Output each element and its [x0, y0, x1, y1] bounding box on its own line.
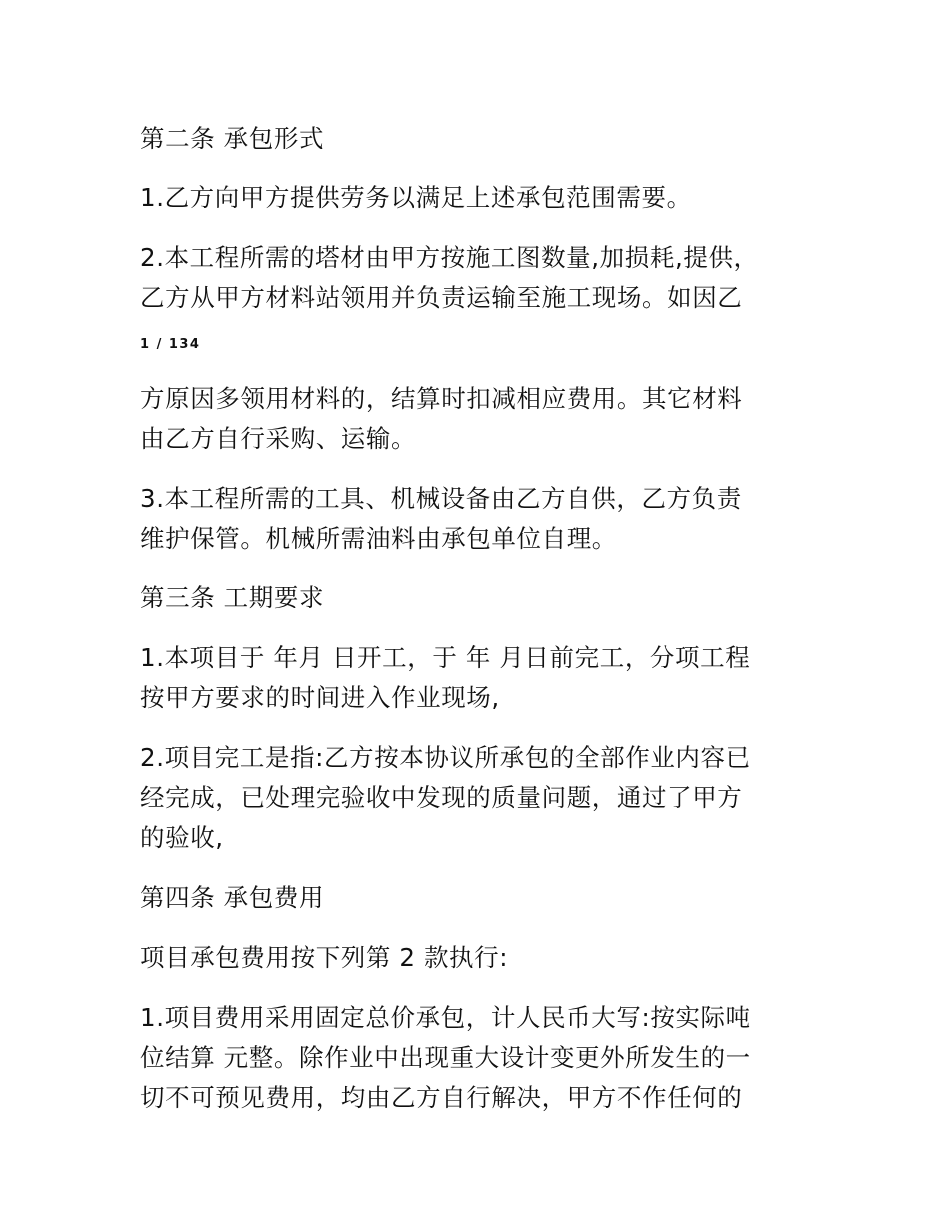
paragraph-line: 经完成，已处理完验收中发现的质量问题，通过了甲方	[140, 783, 743, 812]
paragraph-line: 1.项目费用采用固定总价承包，计人民币大写:按实际吨	[140, 1003, 751, 1032]
paragraph-line: 1.乙方向甲方提供劳务以满足上述承包范围需要。	[140, 183, 692, 212]
paragraph-line: 位结算 元整。除作业中出现重大设计变更外所发生的一	[140, 1043, 751, 1072]
paragraph-line: 方原因多领用材料的，结算时扣减相应费用。其它材料	[140, 384, 743, 413]
paragraph-line: 由乙方自行采购、运输。	[140, 424, 417, 453]
paragraph-line: 2.项目完工是指:乙方按本协议所承包的全部作业内容已	[140, 743, 751, 772]
paragraph-line: 按甲方要求的时间进入作业现场,	[140, 683, 500, 712]
paragraph-line: 项目承包费用按下列第 2 款执行:	[140, 943, 509, 972]
heading-article-2: 第二条 承包形式	[140, 124, 325, 153]
paragraph-line: 维护保管。机械所需油料由承包单位自理。	[140, 524, 617, 553]
page-indicator: 1 / 134	[140, 337, 201, 352]
heading-article-4: 第四条 承包费用	[140, 883, 325, 912]
paragraph-line: 的验收,	[140, 823, 224, 852]
paragraph-line: 乙方从甲方材料站领用并负责运输至施工现场。如因乙	[140, 283, 743, 312]
paragraph-line: 3.本工程所需的工具、机械设备由乙方自供，乙方负责	[140, 484, 742, 513]
paragraph-line: 1.本项目于 年月 日开工，于 年 月日前完工，分项工程	[140, 643, 751, 672]
heading-article-3: 第三条 工期要求	[140, 583, 325, 612]
paragraph-line: 2.本工程所需的塔材由甲方按施工图数量,加损耗,提供，	[140, 243, 759, 272]
paragraph-line: 切不可预见费用，均由乙方自行解决，甲方不作任何的	[140, 1083, 743, 1112]
